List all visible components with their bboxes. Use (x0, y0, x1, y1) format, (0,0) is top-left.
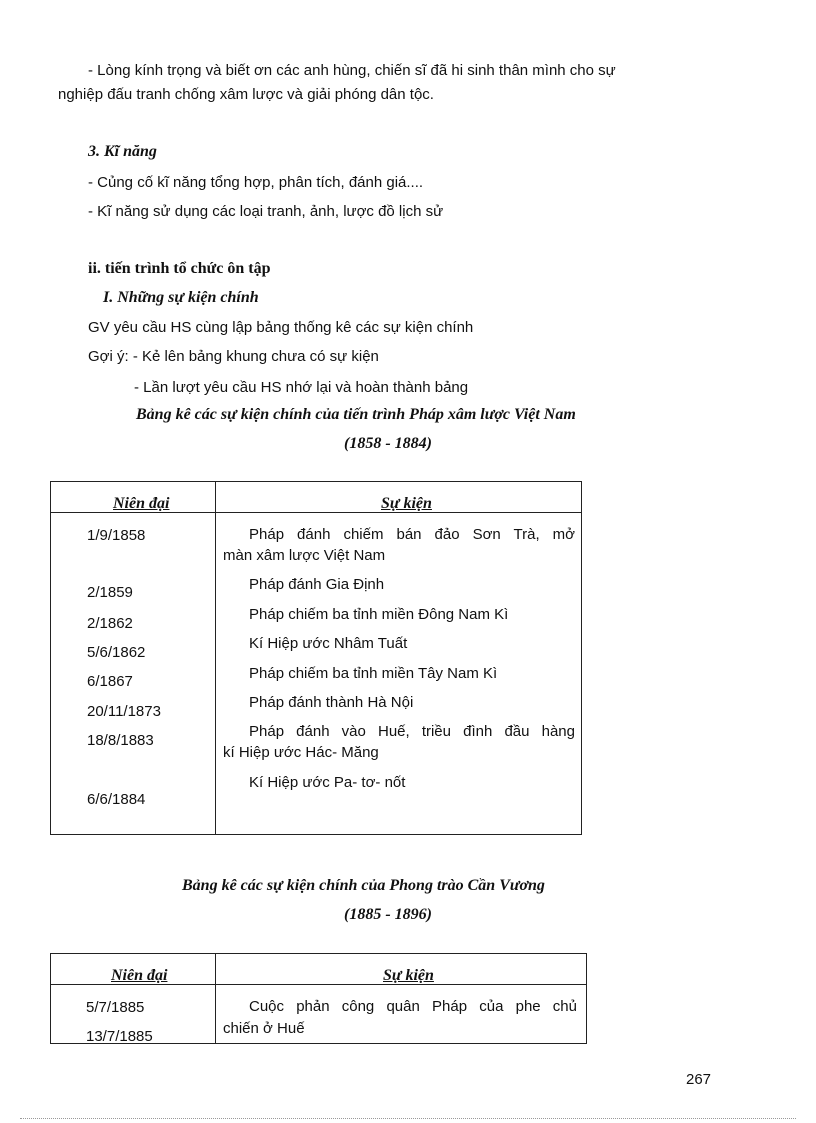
table1-header-date: Niên đại (113, 495, 170, 512)
table1-date: 2/1862 (87, 615, 133, 632)
table1-event: màn xâm lược Việt Nam (223, 547, 386, 564)
table2-date: 13/7/1885 (86, 1028, 153, 1045)
table1-event: Pháp chiếm ba tỉnh miền Tây Nam Kì (249, 665, 498, 682)
skills-item-1: - Củng cố kĩ năng tổng hợp, phân tích, đánh giá.... (88, 174, 424, 191)
table1-date: 5/6/1862 (87, 644, 146, 661)
skills-item-2: - Kĩ năng sử dụng các loại tranh, ảnh, lược đồ lịch sử (88, 203, 444, 220)
table1-date: 18/8/1883 (87, 732, 154, 749)
section-line-1: GV yêu cầu HS cùng lập bảng thống kê các sự kiện chính (88, 319, 474, 336)
events-table-1 (50, 481, 582, 835)
page-number: 267 (686, 1071, 712, 1088)
table1-event: Kí Hiệp ước Nhâm Tuất (249, 635, 408, 652)
table1-event: Pháp đánh chiếm bán đảo Sơn Trà, mở (249, 526, 575, 543)
table1-date: 20/11/1873 (87, 703, 161, 720)
skills-heading: 3. Kĩ năng (88, 143, 157, 160)
intro-line-1: - Lòng kính trọng và biết ơn các anh hùng, chiến sĩ đã hi sinh thân mình cho sự (88, 62, 616, 79)
table2-event: chiến ở Huế (223, 1020, 305, 1037)
table1-date: 6/1867 (87, 673, 133, 690)
table1-event: Pháp chiếm ba tỉnh miền Đông Nam Kì (249, 606, 509, 623)
section-line-3: - Lần lượt yêu cầu HS nhớ lại và hoàn thành bảng (134, 379, 469, 396)
table2-header-event: Sự kiện (383, 967, 434, 984)
table1-event: Pháp đánh vào Huế, triều đình đầu hàng (249, 723, 575, 740)
table2-event: Cuộc phản công quân Pháp của phe chủ (249, 998, 577, 1015)
table1-column-divider (215, 482, 216, 834)
table1-date: 2/1859 (87, 584, 133, 601)
table1-date: 6/6/1884 (87, 791, 146, 808)
table2-column-divider (215, 954, 216, 1043)
table2-title: Bảng kê các sự kiện chính của Phong trào Cần Vương (182, 877, 545, 894)
table1-event: Pháp đánh Gia Định (249, 576, 385, 593)
table1-header-event: Sự kiện (381, 495, 432, 512)
table2-header-date: Niên đại (111, 967, 168, 984)
table1-event: Kí Hiệp ước Pa- tơ- nốt (249, 774, 406, 791)
section-line-2: Gợi ý: - Kẻ lên bảng khung chưa có sự kiện (88, 348, 379, 365)
table1-years: (1858 - 1884) (344, 435, 432, 452)
table1-date: 1/9/1858 (87, 527, 146, 544)
events-table-2 (50, 953, 587, 1044)
table1-title: Bảng kê các sự kiện chính của tiến trình Pháp xâm lược Việt Nam (136, 406, 576, 423)
table2-date: 5/7/1885 (86, 999, 145, 1016)
intro-line-2: nghiệp đấu tranh chống xâm lược và giải phóng dân tộc. (58, 86, 434, 103)
table1-event: Pháp đánh thành Hà Nội (249, 694, 414, 711)
section-heading: ii. tiến trình tổ chức ôn tập (88, 260, 271, 277)
page-footer-rule (20, 1118, 796, 1119)
section-subheading: I. Những sự kiện chính (103, 289, 259, 306)
table1-event: kí Hiệp ước Hác- Măng (223, 744, 379, 761)
table2-years: (1885 - 1896) (344, 906, 432, 923)
